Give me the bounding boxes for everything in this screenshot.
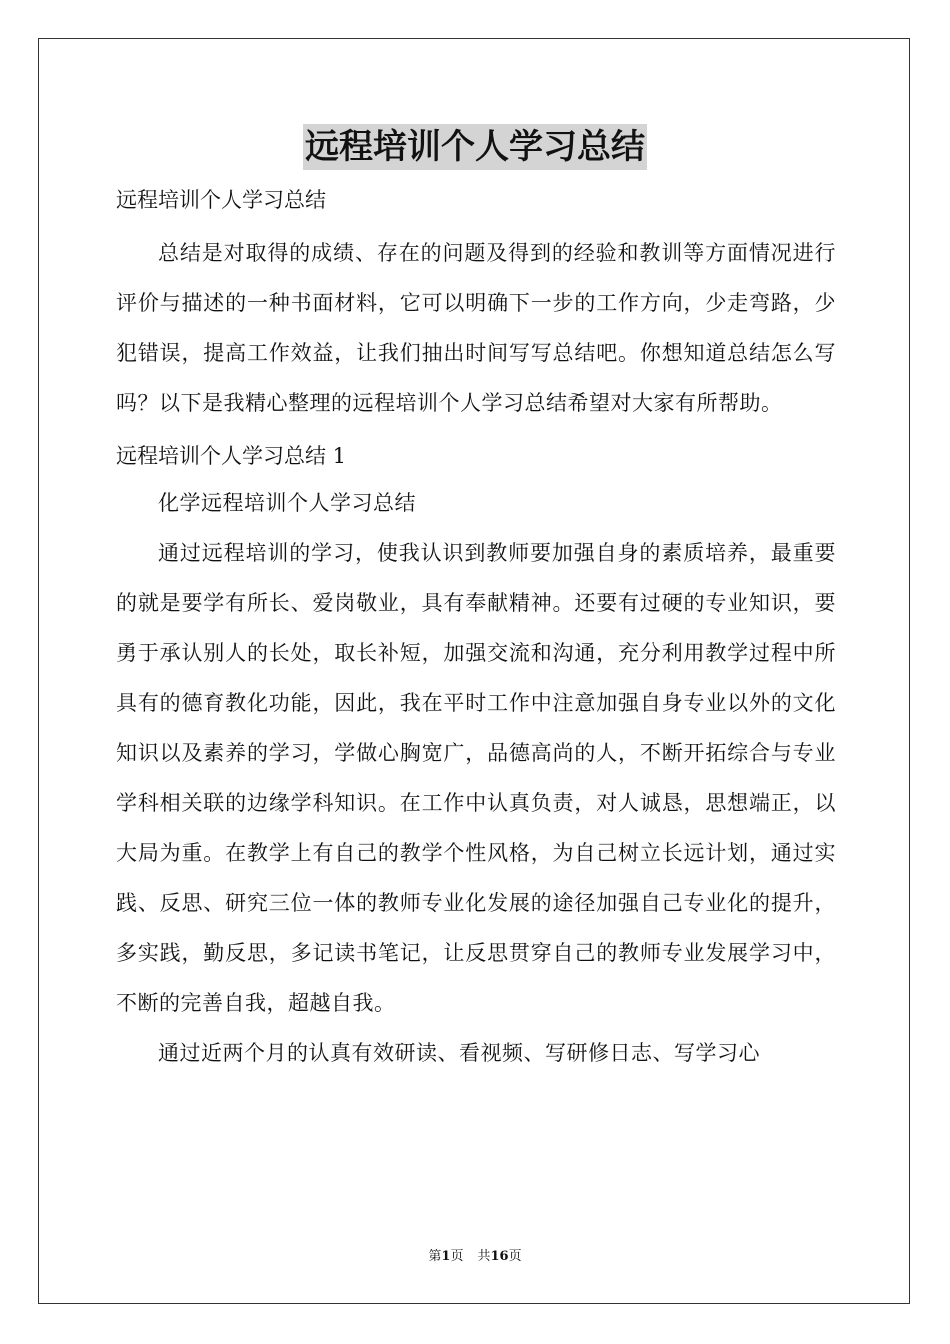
document-subheading: 远程培训个人学习总结 (116, 188, 326, 212)
section-heading: 远程培训个人学习总结 1 (116, 444, 347, 468)
section-subtitle: 化学远程培训个人学习总结 (158, 491, 416, 515)
document-title: 远程培训个人学习总结 (303, 124, 647, 170)
document-body (116, 178, 836, 1078)
body-paragraph-1: 通过远程培训的学习，使我认识到教师要加强自身的素质培养，最重要的就是要学有所长、爱岗敬业，具有奉献精神。还要有过硬的专业知识，要勇于承认别人的长处，取长补短，加强交流和沟通，充分利用教学过程中所具有的德育教化功能，因此，我在平时工作中注意加强自身专业以外的文化知识以及素养的学习，学做心胸宽广，品德高尚的人，不断开拓综合与专业学科相关联的边缘学科知识。在工作中认真负责，对人诚恳，思想端正，以大局为重。在教学上有自己的教学个性风格，为自己树立长远计划，通过实践、反思、研究三位一体的教师专业化发展的途径加强自己专业化的提升，多实践，勤反思，多记读书笔记，让反思贯穿自己的教师专业发展学习中，不断的完善自我，超越自我。 (116, 541, 836, 1015)
total-suffix: 页 (508, 1249, 522, 1264)
title-container (0, 124, 950, 170)
page-number: 1 (441, 1249, 451, 1264)
intro-paragraph: 总结是对取得的成绩、存在的问题及得到的经验和教训等方面情况进行评价与描述的一种书面材料，它可以明确下一步的工作方向，少走弯路，少犯错误，提高工作效益，让我们抽出时间写写总结吧。你想知道总结怎么写吗？以下是我精心整理的远程培训个人学习总结希望对大家有所帮助。 (116, 241, 836, 415)
total-prefix: 共 (477, 1249, 491, 1264)
body-paragraph-2: 通过近两个月的认真有效研读、看视频、写研修日志、写学习心 (158, 1041, 760, 1065)
page-prefix: 第 (428, 1249, 442, 1264)
page-suffix: 页 (450, 1249, 464, 1264)
page-footer (0, 1248, 950, 1266)
total-pages: 16 (490, 1249, 509, 1264)
